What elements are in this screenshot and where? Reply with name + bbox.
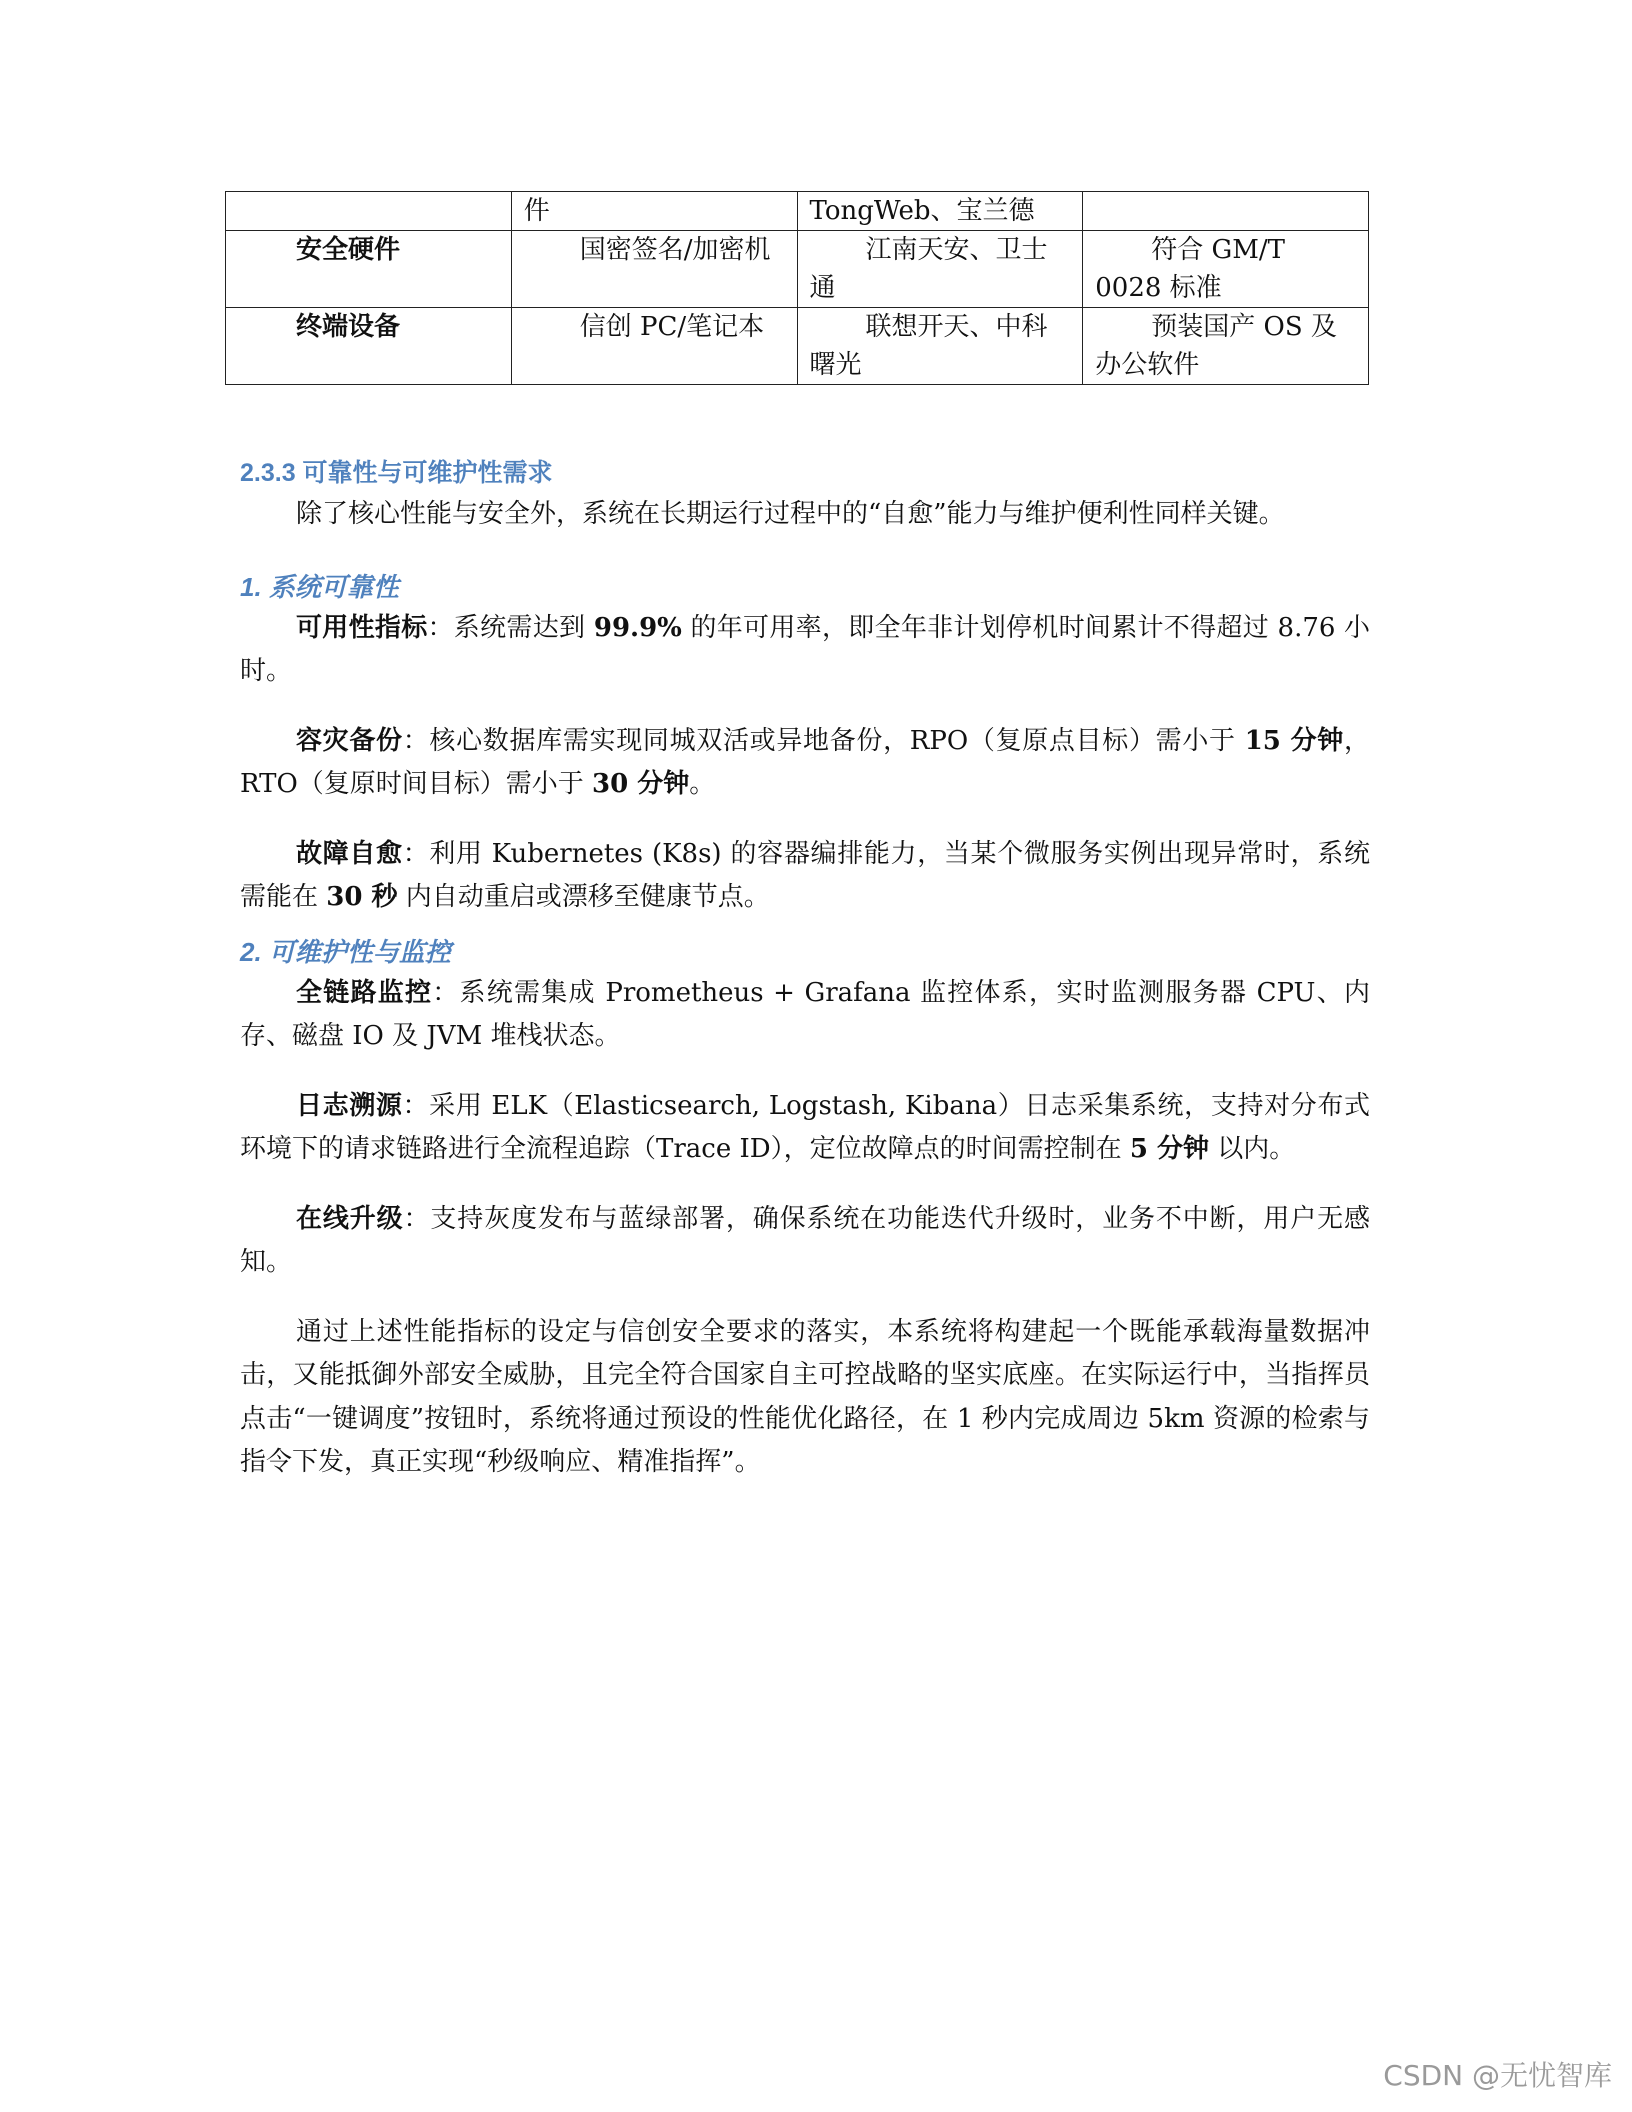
upgrade-label: 在线升级 (296, 1203, 404, 1234)
table-cell: 国密签名/加密机 (511, 231, 797, 308)
logging-label: 日志溯源 (296, 1090, 403, 1121)
document-body (240, 453, 1370, 1485)
reliability-heading: 1. 系统可靠性 (240, 571, 399, 602)
table-cell: 江南天安、卫士通 (797, 231, 1083, 308)
monitoring-paragraph: 全链路监控：系统需集成 Prometheus + Grafana 监控体系，实时监测服务器 CPU、内存、磁盘 IO 及 JVM 堆栈状态。 (240, 977, 1370, 1051)
table-cell: 信创 PC/笔记本 (511, 308, 797, 385)
upgrade-paragraph: 在线升级：支持灰度发布与蓝绿部署，确保系统在功能迭代升级时，业务不中断，用户无感知。 (240, 1203, 1370, 1277)
table-row (226, 231, 1369, 308)
table-cell: 符合 GM/T 0028 标准 (1083, 231, 1369, 308)
availability-paragraph: 可用性指标：系统需达到 99.9% 的年可用率，即全年非计划停机时间累计不得超过 8.76 小时。 (240, 612, 1371, 686)
conclusion-paragraph: 通过上述性能指标的设定与信创安全要求的落实，本系统将构建起一个既能承载海量数据冲击，又能抵御外部安全威胁，且完全符合国家自主可控战略的坚实底座。在实际运行中，当指挥员点击“一键调度”按钮时，系统将通过预设的性能优化路径，在 1 秒内完成周边 5km 资源的检索与指令下发，真正实现“秒级响应、精准指挥”。 (240, 1316, 1370, 1477)
table-cell: 安全硬件 (226, 231, 512, 308)
logging-paragraph: 日志溯源：采用 ELK（Elasticsearch, Logstash, Kibana）日志采集系统，支持对分布式环境下的请求链路进行全流程追踪（Trace ID），定位故障点的时间需控制在 5 分钟 以内。 (240, 1090, 1370, 1164)
backup-paragraph: 容灾备份：核心数据库需实现同城双活或异地备份，RPO（复原点目标）需小于 15 分钟，RTO（复原时间目标）需小于 30 分钟。 (240, 725, 1370, 799)
selfheal-paragraph: 故障自愈：利用 Kubernetes (K8s) 的容器编排能力，当某个微服务实例出现异常时，系统需能在 30 秒 内自动重启或漂移至健康节点。 (240, 838, 1370, 912)
table-cell: 预装国产 OS 及办公软件 (1083, 308, 1369, 385)
monitoring-label: 全链路监控 (296, 977, 433, 1008)
section-title: 2.3.3 可靠性与可维护性需求 (240, 459, 553, 487)
table-cell: 联想开天、中科曙光 (797, 308, 1083, 385)
table-row (226, 192, 1369, 231)
spec-table (225, 191, 1369, 385)
table-cell (1083, 192, 1369, 231)
backup-label: 容灾备份 (296, 725, 403, 756)
selfheal-label: 故障自愈 (296, 838, 403, 869)
table-cell: TongWeb、宝兰德 (797, 192, 1083, 231)
table-cell: 件 (511, 192, 797, 231)
section-intro: 除了核心性能与安全外，系统在长期运行过程中的“自愈”能力与维护便利性同样关键。 (296, 499, 1285, 529)
availability-label: 可用性指标 (296, 612, 428, 643)
table-row (226, 308, 1369, 385)
table-cell (226, 192, 512, 231)
maintainability-heading: 2. 可维护性与监控 (240, 936, 451, 967)
table-cell: 终端设备 (226, 308, 512, 385)
csdn-watermark: CSDN @无忧智库 (1383, 2059, 1612, 2092)
